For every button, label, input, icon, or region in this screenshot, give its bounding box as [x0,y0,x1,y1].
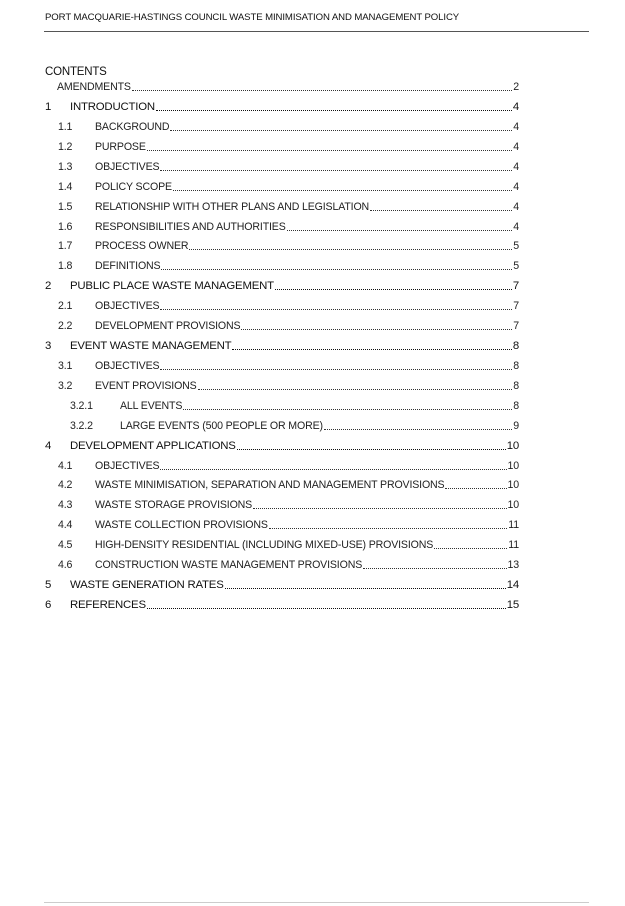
toc-entry-number: 4.4 [58,519,73,531]
toc-entry-number: 1 [45,101,52,113]
contents-heading: CONTENTS [45,66,107,78]
toc-entry-title: WASTE STORAGE PROVISIONS [95,499,253,511]
toc-entry-title: REFERENCES [70,599,146,611]
toc-entry-page-number: 14 [506,579,519,591]
toc-entry-page-number: 7 [513,320,519,332]
toc-entry-title: OBJECTIVES [95,161,160,173]
toc-entry[interactable] [70,399,519,413]
toc-dot-leader [225,588,506,589]
toc-entry-title: OBJECTIVES [95,360,160,372]
toc-entry-title: DEFINITIONS [95,260,161,272]
toc-entry-number: 1.5 [58,201,73,213]
toc-entry-number: 1.2 [58,141,73,153]
toc-entry-title: RELATIONSHIP WITH OTHER PLANS AND LEGISLATION [95,201,370,213]
toc-entry[interactable] [58,359,519,373]
toc-entry-number: 3.2 [58,380,73,392]
toc-entry[interactable] [58,200,519,214]
toc-entry-title: WASTE COLLECTION PROVISIONS [95,519,268,531]
toc-entry-title: LARGE EVENTS (500 PEOPLE OR MORE) [120,420,323,432]
toc-entry-number: 1.6 [58,221,73,233]
toc-entry[interactable] [58,538,519,552]
toc-entry-title: RESPONSIBILITIES AND AUTHORITIES [95,221,286,233]
toc-entry-title: HIGH-DENSITY RESIDENTIAL (INCLUDING MIXED-USE) PROVISIONS [95,539,434,551]
toc-entry-page-number: 4 [513,221,519,233]
toc-entry[interactable] [58,518,519,532]
toc-entry[interactable] [45,100,519,114]
toc-entry[interactable] [45,339,519,353]
toc-entry-page-number: 10 [507,479,519,491]
toc-entry[interactable] [58,558,519,572]
toc-entry-number: 3.2.1 [70,400,93,412]
toc-dot-leader [434,548,507,549]
toc-entry[interactable] [58,160,519,174]
toc-entry[interactable] [58,140,519,154]
toc-entry-number: 4.5 [58,539,73,551]
toc-entry-number: 1.4 [58,181,73,193]
toc-entry-page-number: 4 [513,181,519,193]
toc-entry-title: AMENDMENTS [57,81,131,93]
toc-entry-title: POLICY SCOPE [95,181,172,193]
toc-entry-title: CONSTRUCTION WASTE MANAGEMENT PROVISIONS [95,559,363,571]
toc-entry[interactable] [58,259,519,273]
toc-dot-leader [198,389,513,390]
toc-dot-leader [170,130,512,131]
toc-entry-title: OBJECTIVES [95,460,160,472]
toc-entry-number: 4 [45,440,52,452]
toc-entry-number: 5 [45,579,52,591]
toc-entry-title: WASTE MINIMISATION, SEPARATION AND MANAGEMENT PROVISIONS [95,479,445,491]
toc-entry[interactable] [58,498,519,512]
toc-entry-title: DEVELOPMENT PROVISIONS [95,320,241,332]
toc-entry-page-number: 10 [507,499,519,511]
toc-entry-page-number: 10 [507,460,519,472]
toc-entry-title: INTRODUCTION [70,101,155,113]
toc-entry[interactable] [58,459,519,473]
toc-entry[interactable] [58,220,519,234]
toc-entry-number: 6 [45,599,52,611]
toc-entry-title: OBJECTIVES [95,300,160,312]
toc-entry[interactable] [45,279,519,293]
document-header-title: PORT MACQUARIE-HASTINGS COUNCIL WASTE MINIMISATION AND MANAGEMENT POLICY [45,12,460,23]
toc-entry-number: 3 [45,340,52,352]
toc-entry-page-number: 13 [507,559,519,571]
toc-entry-page-number: 2 [513,81,519,93]
toc-dot-leader [237,449,506,450]
toc-entry-page-number: 4 [513,141,519,153]
toc-entry[interactable] [70,419,519,433]
toc-dot-leader [156,110,512,111]
toc-entry-page-number: 10 [506,440,519,452]
toc-entry[interactable] [57,80,519,94]
toc-dot-leader [132,90,512,91]
toc-entry-number: 2.2 [58,320,73,332]
toc-dot-leader [183,409,512,410]
toc-entry-number: 1.3 [58,161,73,173]
toc-entry-number: 2.1 [58,300,73,312]
toc-dot-leader [287,230,513,231]
toc-dot-leader [241,329,512,330]
toc-dot-leader [147,150,512,151]
toc-entry[interactable] [58,379,519,393]
toc-entry-title: PROCESS OWNER [95,240,189,252]
toc-dot-leader [160,309,512,310]
toc-entry-page-number: 5 [513,240,519,252]
toc-entry-page-number: 8 [512,340,519,352]
header-divider [44,31,589,32]
toc-entry[interactable] [45,598,519,612]
toc-dot-leader [189,249,512,250]
toc-dot-leader [253,508,506,509]
toc-entry-number: 3.1 [58,360,73,372]
toc-dot-leader [269,528,508,529]
toc-dot-leader [160,369,512,370]
toc-dot-leader [232,349,511,350]
toc-entry[interactable] [58,299,519,313]
toc-entry-number: 1.1 [58,121,73,133]
toc-entry-title: WASTE GENERATION RATES [70,579,224,591]
toc-entry-title: BACKGROUND [95,121,170,133]
toc-entry-page-number: 7 [512,280,519,292]
toc-entry-title: DEVELOPMENT APPLICATIONS [70,440,236,452]
toc-entry-title: EVENT WASTE MANAGEMENT [70,340,232,352]
toc-entry-title: EVENT PROVISIONS [95,380,197,392]
toc-entry-page-number: 4 [513,201,519,213]
toc-entry-page-number: 15 [506,599,519,611]
toc-entry-number: 3.2.2 [70,420,93,432]
toc-dot-leader [363,568,506,569]
toc-entry-page-number: 4 [513,161,519,173]
toc-entry-page-number: 8 [513,360,519,372]
toc-entry[interactable] [58,239,519,253]
toc-dot-leader [147,608,506,609]
toc-entry-page-number: 4 [513,121,519,133]
footer-divider [44,902,589,903]
toc-entry-number: 1.8 [58,260,73,272]
toc-entry[interactable] [45,578,519,592]
toc-dot-leader [275,289,512,290]
toc-entry-page-number: 11 [508,519,519,531]
toc-entry-page-number: 8 [513,380,519,392]
toc-entry[interactable] [45,439,519,453]
toc-entry-title: ALL EVENTS [120,400,183,412]
toc-dot-leader [324,429,512,430]
toc-entry-number: 1.7 [58,240,73,252]
toc-entry-title: PUBLIC PLACE WASTE MANAGEMENT [70,280,274,292]
toc-entry-page-number: 5 [513,260,519,272]
toc-entry-number: 4.1 [58,460,73,472]
toc-entry[interactable] [58,319,519,333]
toc-dot-leader [173,190,512,191]
toc-dot-leader [160,469,506,470]
toc-entry-number: 4.6 [58,559,73,571]
toc-dot-leader [370,210,512,211]
toc-dot-leader [160,170,512,171]
toc-entry-number: 2 [45,280,52,292]
toc-entry-page-number: 4 [512,101,519,113]
toc-entry-number: 4.2 [58,479,73,491]
toc-entry-title: PURPOSE [95,141,146,153]
toc-entry[interactable] [58,478,519,492]
toc-dot-leader [445,488,506,489]
toc-entry[interactable] [58,120,519,134]
toc-entry[interactable] [58,180,519,194]
toc-entry-page-number: 8 [513,400,519,412]
toc-entry-page-number: 11 [508,539,519,551]
toc-entry-number: 4.3 [58,499,73,511]
toc-dot-leader [161,269,512,270]
toc-entry-page-number: 7 [513,300,519,312]
toc-entry-page-number: 9 [513,420,519,432]
